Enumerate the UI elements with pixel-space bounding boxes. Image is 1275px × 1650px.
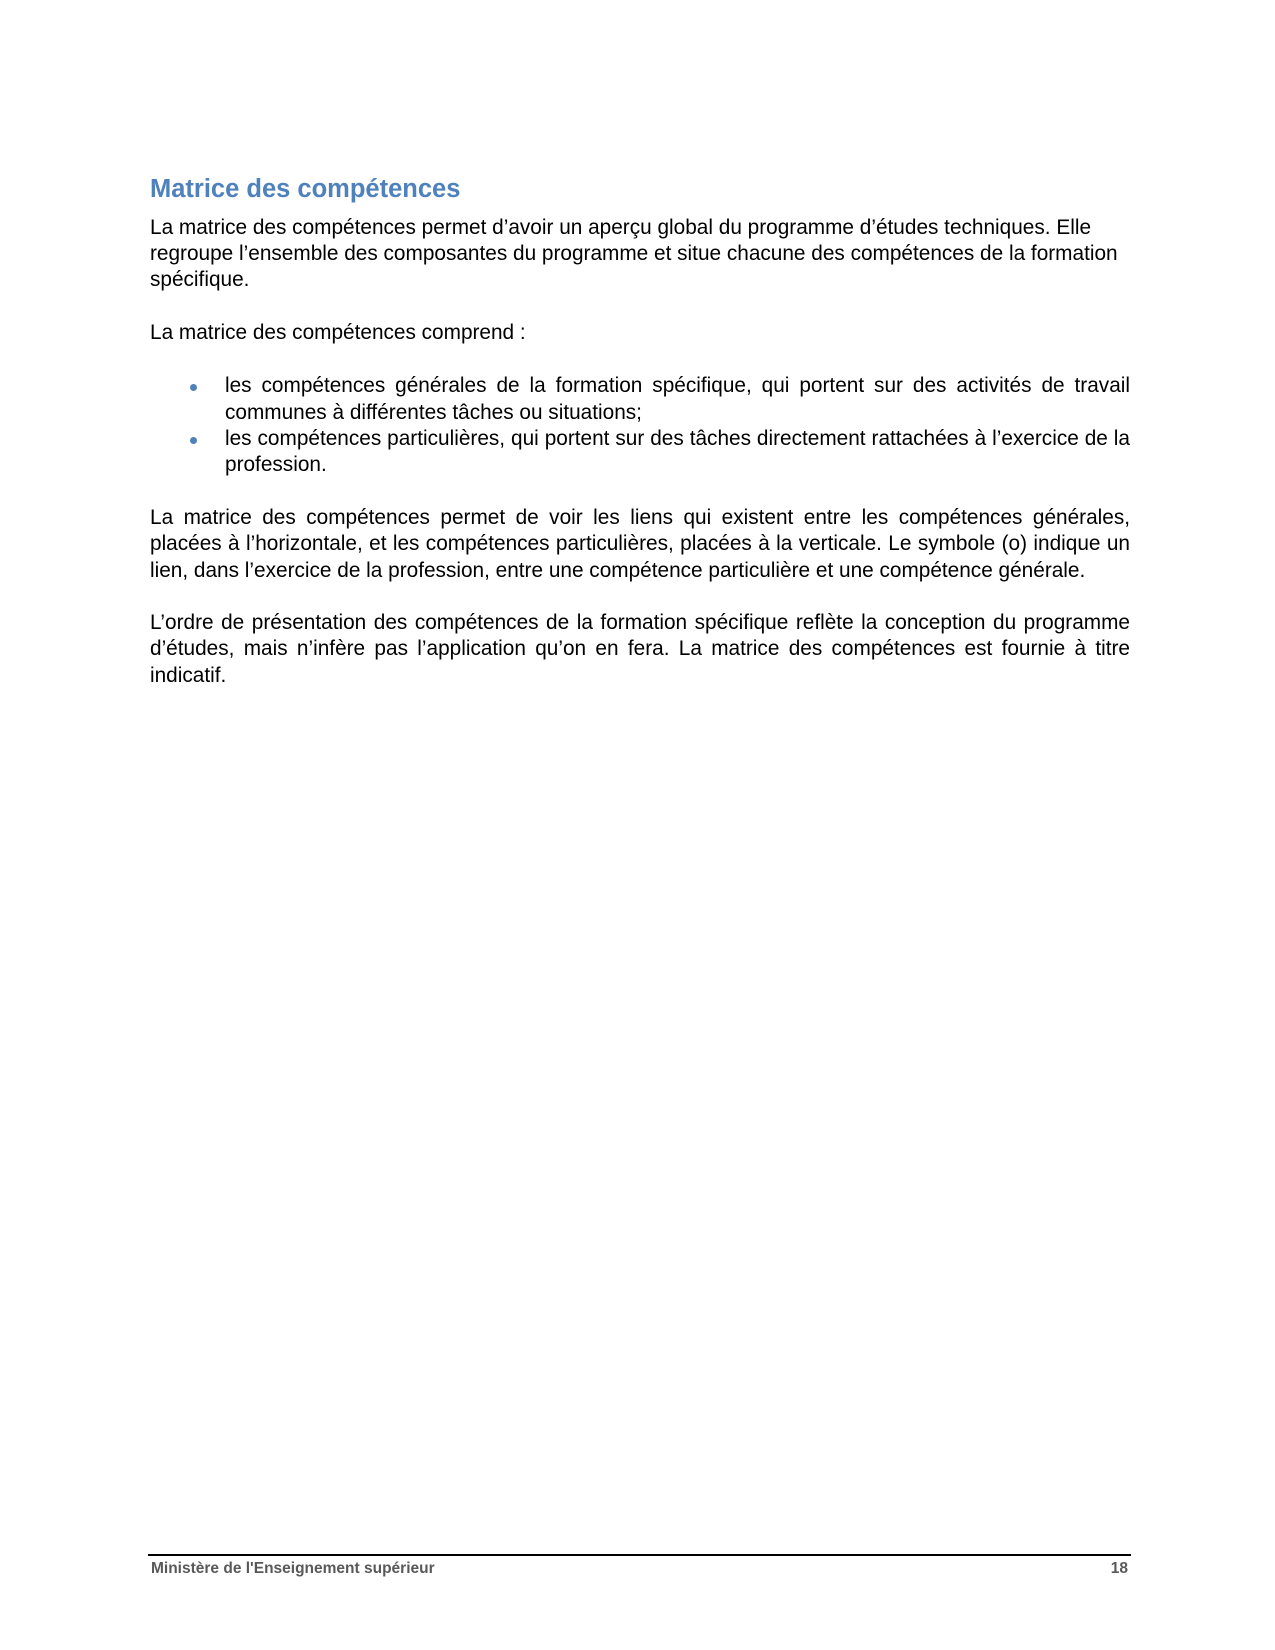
- spacer: [150, 479, 1130, 505]
- bullet-icon: [190, 384, 197, 391]
- page-footer: [151, 1560, 1128, 1578]
- section-title: Matrice des compétences: [150, 175, 461, 203]
- intro-paragraph: La matrice des compétences permet d’avoir un aperçu global du programme d’études techniques. Elle regroupe l’ensemble des composantes du programme et situe chacune des compétences de la formation spécifique.: [150, 215, 1118, 292]
- bullet-icon: [190, 437, 197, 444]
- spacer: [150, 584, 1130, 610]
- ordre-paragraph: L’ordre de présentation des compétences de la formation spécifique reflète la conception du programme d’études, mais n’infère pas l’application qu’on en fera. La matrice des compétences est fournie à titre indicatif.: [150, 611, 1130, 687]
- liens-paragraph: La matrice des compétences permet de voir les liens qui existent entre les compétences générales, placées à l’horizontale, et les compétences particulières, placées à la verticale. Le symbole (o) indique un lien, dans l’exercice de la profession, entre une compétence particulière et une compétence générale.: [150, 505, 1130, 582]
- list-item: [150, 373, 1130, 426]
- comprend-paragraph: La matrice des compétences comprend :: [150, 320, 526, 344]
- footer-organization: Ministère de l'Enseignement supérieur: [151, 1560, 435, 1577]
- list-item-text: les compétences particulières, qui portent sur des tâches directement rattachées à l’exercice de la profession.: [225, 427, 1130, 477]
- spacer: [150, 294, 1130, 320]
- page-content: [150, 174, 1130, 689]
- bullet-list: [150, 373, 1130, 479]
- footer-divider: [148, 1554, 1131, 1556]
- page-number: 18: [1110, 1560, 1128, 1577]
- list-item: [150, 426, 1130, 479]
- list-item-text: les compétences générales de la formation spécifique, qui portent sur des activités de travail communes à différentes tâches ou situations;: [225, 374, 1130, 424]
- spacer: [150, 346, 1130, 373]
